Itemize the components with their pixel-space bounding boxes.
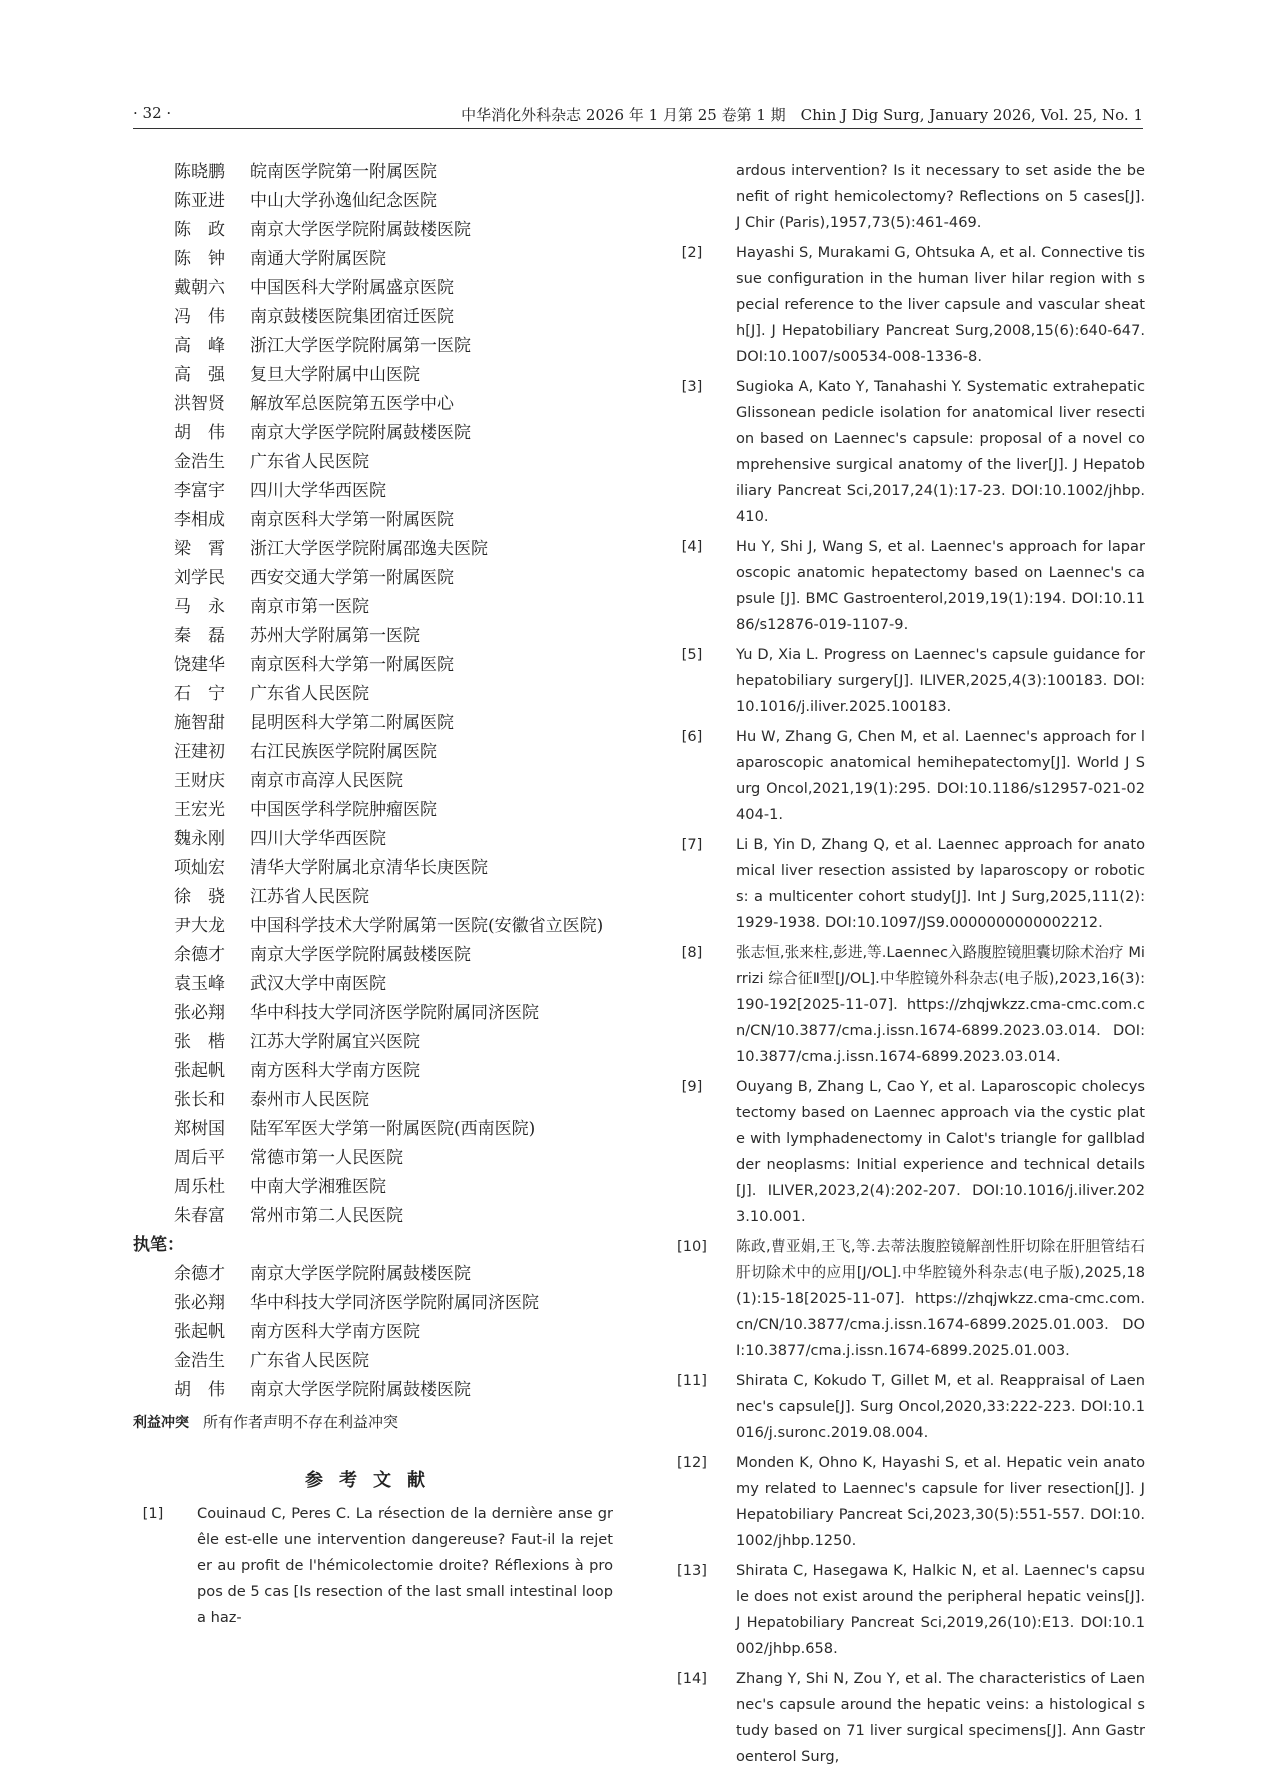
member-name: 胡 伟	[174, 423, 225, 443]
member-affiliation: 泰州市人民医院	[250, 1090, 369, 1110]
member-row	[133, 1376, 613, 1405]
reference-number: [13]	[677, 1562, 707, 1579]
reference-number: [14]	[677, 1670, 707, 1687]
member-affiliation: 右江民族医学院附属医院	[250, 742, 437, 762]
reference-text: Ouyang B, Zhang L, Cao Y, et al. Laparoscopic cholecystectomy based on Laennec approach via the cystic plate with lymphadenectomy in Calot's triangle for gallbladder neoplasms: Initial experience and technical details[J]. ILIVER,2023,2(4):202-207. DOI:10.1016/j.iliver.2023.10.001.	[736, 1078, 1145, 1225]
member-affiliation: 广东省人民医院	[250, 684, 369, 704]
member-name: 刘学民	[174, 568, 225, 588]
member-row	[133, 941, 613, 970]
reference-text: 陈政,曹亚娟,王飞,等.去蒂法腹腔镜解剖性肝切除在肝胆管结石肝切除术中的应用[J/OL].中华腔镜外科杂志(电子版),2025,18(1):15-18[2025-11-07]. https://zhqjwkzz.cma-cmc.com.cn/CN/10.3877/cma.j.issn.1674-6899.2025.01.003. DOI:10.3877/cma.j.issn.1674-6899.2025.01.003.	[736, 1238, 1145, 1359]
member-affiliation: 浙江大学医学院附属邵逸夫医院	[250, 539, 488, 559]
member-row	[133, 477, 613, 506]
member-name: 马 永	[174, 597, 225, 617]
reference-item	[133, 1501, 613, 1631]
running-header	[133, 104, 1143, 129]
member-row	[133, 709, 613, 738]
member-name: 汪建初	[174, 742, 225, 762]
member-name: 秦 磊	[174, 626, 225, 646]
member-list	[133, 158, 613, 1231]
member-row	[133, 1057, 613, 1086]
reference-text: Yu D, Xia L. Progress on Laennec's capsule guidance for hepatobiliary surgery[J]. ILIVER,2025,4(3):100183. DOI:10.1016/j.iliver.2025.100183.	[736, 646, 1145, 715]
journal-citation: 中华消化外科杂志 2026 年 1 月第 25 卷第 1 期 Chin J Dig Surg, January 2026, Vol. 25, No. 1	[461, 106, 1143, 124]
member-affiliation: 解放军总医院第五医学中心	[250, 394, 454, 414]
reference-number: [7]	[681, 836, 703, 853]
member-name: 金浩生	[174, 452, 225, 472]
member-row	[133, 303, 613, 332]
member-name: 余德才	[174, 945, 225, 965]
reference-number: [6]	[681, 728, 703, 745]
member-row	[133, 622, 613, 651]
member-row	[133, 564, 613, 593]
member-row	[133, 651, 613, 680]
member-affiliation: 江苏省人民医院	[250, 887, 369, 907]
member-name: 袁玉峰	[174, 974, 225, 994]
member-affiliation: 南京市第一医院	[250, 597, 369, 617]
member-row	[133, 187, 613, 216]
member-row	[133, 216, 613, 245]
member-row	[133, 1086, 613, 1115]
member-row	[133, 593, 613, 622]
member-name: 戴朝六	[174, 278, 225, 298]
reference-item	[672, 1666, 1145, 1770]
member-name: 李富宇	[174, 481, 225, 501]
reference-number: [1]	[142, 1505, 164, 1522]
reference-text: Hayashi S, Murakami G, Ohtsuka A, et al. Connective tissue configuration in the human liver hilar region with special reference to the liver capsule and vascular sheath[J]. J Hepatobiliary Pancreat Surg,2008,15(6):640-647. DOI:10.1007/s00534-008-1336-8.	[736, 244, 1145, 365]
member-affiliation: 常州市第二人民医院	[250, 1206, 403, 1226]
member-row	[133, 274, 613, 303]
member-affiliation: 浙江大学医学院附属第一医院	[250, 336, 471, 356]
member-name: 金浩生	[174, 1351, 225, 1371]
reference-continuation	[672, 158, 1145, 236]
member-affiliation: 四川大学华西医院	[250, 829, 386, 849]
reference-text: Monden K, Ohno K, Hayashi S, et al. Hepatic vein anatomy related to Laennec's capsule for liver resection[J]. J Hepatobiliary Pancreat Sci,2023,30(5):551-557. DOI:10.1002/jhbp.1250.	[736, 1454, 1145, 1549]
member-row	[133, 1028, 613, 1057]
member-name: 项灿宏	[174, 858, 225, 878]
reference-number: [5]	[681, 646, 703, 663]
member-name: 陈 钟	[174, 249, 225, 269]
reference-item	[672, 534, 1145, 638]
member-row	[133, 1115, 613, 1144]
member-affiliation: 南京大学医学院附属鼓楼医院	[250, 1380, 471, 1400]
member-affiliation: 南京市高淳人民医院	[250, 771, 403, 791]
member-affiliation: 南方医科大学南方医院	[250, 1061, 420, 1081]
member-affiliation: 江苏大学附属宜兴医院	[250, 1032, 420, 1052]
member-affiliation: 中山大学孙逸仙纪念医院	[250, 191, 437, 211]
reference-text: Couinaud C, Peres C. La résection de la dernière anse grêle est-elle une intervention dangereuse? Faut-il la rejeter au profit de l'hémicolectomie droite? Réflexions à propos de 5 cas [Is resection of the last small intestinal loop a haz-	[197, 1505, 613, 1626]
reference-number: [12]	[677, 1454, 707, 1471]
member-name: 张起帆	[174, 1061, 225, 1081]
member-name: 王财庆	[174, 771, 225, 791]
reference-number: [11]	[677, 1372, 707, 1389]
member-row	[133, 1202, 613, 1231]
reference-item	[672, 1368, 1145, 1446]
reference-item	[672, 240, 1145, 370]
member-name: 陈 政	[174, 220, 225, 240]
member-name: 郑树国	[174, 1119, 225, 1139]
member-row	[133, 506, 613, 535]
member-row	[133, 1173, 613, 1202]
reference-item	[672, 374, 1145, 530]
reference-text: Hu Y, Shi J, Wang S, et al. Laennec's approach for laparoscopic anatomic hepatectomy based on Laennec's capsule [J]. BMC Gastroenterol,2019,19(1):194. DOI:10.1186/s12876-019-1107-9.	[736, 538, 1145, 633]
reference-number: [9]	[681, 1078, 703, 1095]
member-row	[133, 1347, 613, 1376]
member-affiliation: 西安交通大学第一附属医院	[250, 568, 454, 588]
member-affiliation: 中国医科大学附属盛京医院	[250, 278, 454, 298]
member-name: 张必翔	[174, 1293, 225, 1313]
reference-number: [4]	[681, 538, 703, 555]
member-name: 陈亚进	[174, 191, 225, 211]
reference-number: [10]	[677, 1238, 707, 1255]
member-name: 施智甜	[174, 713, 225, 733]
member-affiliation: 中国科学技术大学附属第一医院(安徽省立医院)	[250, 916, 604, 936]
member-affiliation: 南京大学医学院附属鼓楼医院	[250, 945, 471, 965]
member-affiliation: 南京大学医学院附属鼓楼医院	[250, 423, 471, 443]
member-name: 周乐杜	[174, 1177, 225, 1197]
member-affiliation: 武汉大学中南医院	[250, 974, 386, 994]
member-affiliation: 南京大学医学院附属鼓楼医院	[250, 1264, 471, 1284]
member-affiliation: 广东省人民医院	[250, 1351, 369, 1371]
member-affiliation: 华中科技大学同济医学院附属同济医院	[250, 1003, 539, 1023]
member-affiliation: 陆军军医大学第一附属医院(西南医院)	[250, 1119, 536, 1139]
member-row	[133, 825, 613, 854]
references-title: 参考文献	[305, 1470, 441, 1491]
member-name: 朱春富	[174, 1206, 225, 1226]
reference-item	[672, 1558, 1145, 1662]
member-name: 高 强	[174, 365, 225, 385]
reference-number: [3]	[681, 378, 703, 395]
reference-number: [2]	[681, 244, 703, 261]
reference-text: Shirata C, Kokudo T, Gillet M, et al. Reappraisal of Laennec's capsule[J]. Surg Oncol,2020,33:222-223. DOI:10.1016/j.suronc.2019.08.004.	[736, 1372, 1145, 1441]
conflict-label: 利益冲突	[133, 1415, 189, 1431]
member-affiliation: 南京鼓楼医院集团宿迁医院	[250, 307, 454, 327]
conflict-text: 所有作者声明不存在利益冲突	[203, 1413, 399, 1431]
reference-item	[672, 832, 1145, 936]
member-name: 张必翔	[174, 1003, 225, 1023]
member-name: 梁 霄	[174, 539, 225, 559]
member-affiliation: 四川大学华西医院	[250, 481, 386, 501]
member-name: 胡 伟	[174, 1380, 225, 1400]
member-affiliation: 南京大学医学院附属鼓楼医院	[250, 220, 471, 240]
member-row	[133, 767, 613, 796]
reference-item	[672, 940, 1145, 1070]
member-name: 洪智贤	[174, 394, 225, 414]
member-name: 陈晓鹏	[174, 162, 225, 182]
member-affiliation: 清华大学附属北京清华长庚医院	[250, 858, 488, 878]
member-affiliation: 中南大学湘雅医院	[250, 1177, 386, 1197]
member-row	[133, 419, 613, 448]
member-name: 王宏光	[174, 800, 225, 820]
member-affiliation: 华中科技大学同济医学院附属同济医院	[250, 1293, 539, 1313]
writer-list	[133, 1260, 613, 1405]
member-row	[133, 1289, 613, 1318]
member-affiliation: 广东省人民医院	[250, 452, 369, 472]
conflict-of-interest	[133, 1407, 613, 1437]
member-name: 余德才	[174, 1264, 225, 1284]
member-row	[133, 738, 613, 767]
reference-list	[672, 236, 1145, 1770]
member-row	[133, 854, 613, 883]
member-row	[133, 999, 613, 1028]
reference-item	[672, 642, 1145, 720]
member-name: 冯 伟	[174, 307, 225, 327]
member-row	[133, 1260, 613, 1289]
member-row	[133, 680, 613, 709]
member-row	[133, 1318, 613, 1347]
member-affiliation: 苏州大学附属第一医院	[250, 626, 420, 646]
member-name: 高 峰	[174, 336, 225, 356]
member-affiliation: 南方医科大学南方医院	[250, 1322, 420, 1342]
reference-text: ardous intervention? Is it necessary to set aside the benefit of right hemicolectomy? Reflections on 5 cases[J]. J Chir (Paris),1957,73(5):461-469.	[736, 162, 1145, 231]
member-affiliation: 复旦大学附属中山医院	[250, 365, 420, 385]
member-row	[133, 332, 613, 361]
member-row	[133, 245, 613, 274]
reference-text: Zhang Y, Shi N, Zou Y, et al. The characteristics of Laennec's capsule around the hepatic veins: a histological study based on 71 liver surgical specimens[J]. Ann Gastroenterol Surg,	[736, 1670, 1145, 1765]
member-row	[133, 535, 613, 564]
member-affiliation: 中国医学科学院肿瘤医院	[250, 800, 437, 820]
reference-item	[672, 724, 1145, 828]
left-column	[133, 158, 613, 1631]
reference-item	[672, 1234, 1145, 1364]
reference-text: Li B, Yin D, Zhang Q, et al. Laennec approach for anatomical liver resection assisted by laparoscopy or robotics: a multicenter cohort study[J]. Int J Surg,2025,111(2):1929-1938. DOI:10.1097/JS9.0000000000002212.	[736, 836, 1145, 931]
member-name: 周后平	[174, 1148, 225, 1168]
writers-heading: 执笔：	[133, 1235, 184, 1255]
member-row	[133, 883, 613, 912]
reference-text: 张志恒,张来柱,彭进,等.Laennec入路腹腔镜胆囊切除术治疗 Mirrizi 综合征Ⅱ型[J/OL].中华腔镜外科杂志(电子版),2023,16(3):190-192[2025-11-07]. https://zhqjwkzz.cma-cmc.com.cn/CN/10.3877/cma.j.issn.1674-6899.2023.03.014. DOI:10.3877/cma.j.issn.1674-6899.2023.03.014.	[736, 944, 1145, 1065]
member-affiliation: 南通大学附属医院	[250, 249, 386, 269]
member-name: 张起帆	[174, 1322, 225, 1342]
member-row	[133, 448, 613, 477]
member-row	[133, 1144, 613, 1173]
member-name: 魏永刚	[174, 829, 225, 849]
member-row	[133, 912, 613, 941]
member-affiliation: 南京医科大学第一附属医院	[250, 655, 454, 675]
right-column	[672, 158, 1145, 1770]
member-name: 石 宁	[174, 684, 225, 704]
member-row	[133, 390, 613, 419]
reference-item	[672, 1074, 1145, 1230]
member-name: 张长和	[174, 1090, 225, 1110]
member-name: 徐 骁	[174, 887, 225, 907]
page-number: · 32 ·	[133, 104, 172, 122]
reference-text: Sugioka A, Kato Y, Tanahashi Y. Systematic extrahepatic Glissonean pedicle isolation for anatomical liver resection based on Laennec's capsule: proposal of a novel comprehensive surgical anatomy of the liver[J]. J Hepatobiliary Pancreat Sci,2017,24(1):17-23. DOI:10.1002/jhbp.410.	[736, 378, 1145, 525]
member-affiliation: 常德市第一人民医院	[250, 1148, 403, 1168]
reference-text: Shirata C, Hasegawa K, Halkic N, et al. Laennec's capsule does not exist around the peripheral hepatic veins[J]. J Hepatobiliary Pancreat Sci,2019,26(10):E13. DOI:10.1002/jhbp.658.	[736, 1562, 1145, 1657]
reference-text: Hu W, Zhang G, Chen M, et al. Laennec's approach for laparoscopic anatomical hemihepatectomy[J]. World J Surg Oncol,2021,19(1):295. DOI:10.1186/s12957-021-02404-1.	[736, 728, 1145, 823]
member-affiliation: 昆明医科大学第二附属医院	[250, 713, 454, 733]
member-name: 尹大龙	[174, 916, 225, 936]
member-name: 饶建华	[174, 655, 225, 675]
member-row	[133, 796, 613, 825]
member-affiliation: 南京医科大学第一附属医院	[250, 510, 454, 530]
member-row	[133, 158, 613, 187]
member-name: 李相成	[174, 510, 225, 530]
member-name: 张 楷	[174, 1032, 225, 1052]
reference-number: [8]	[681, 944, 703, 961]
member-row	[133, 970, 613, 999]
member-affiliation: 皖南医学院第一附属医院	[250, 162, 437, 182]
reference-item	[672, 1450, 1145, 1554]
member-row	[133, 361, 613, 390]
